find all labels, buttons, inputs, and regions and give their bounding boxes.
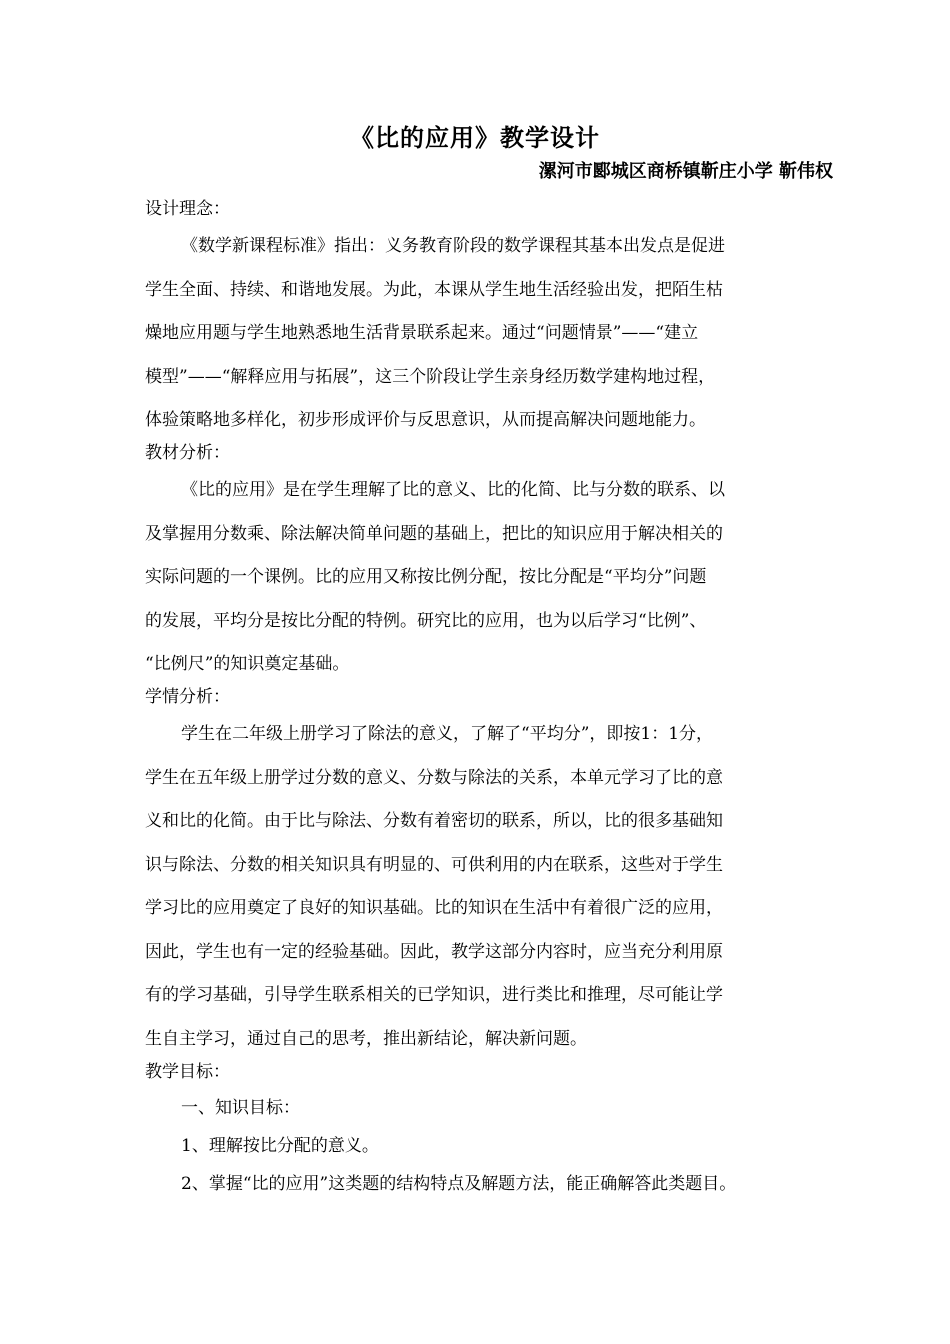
document-body [145, 196, 825, 1205]
paragraph-line: 实际问题的一个课例。比的应用又称按比例分配，按比分配是“平均分”问题 [145, 567, 707, 587]
paragraph-line: “比例尺”的知识奠定基础。 [145, 654, 350, 674]
paragraph-line: 学生在二年级上册学习了除法的意义，了解了“平均分”，即按1：1分， [181, 724, 714, 744]
paragraph-line: 学生全面、持续、和谐地发展。为此，本课从学生地生活经验出发，把陌生枯 [145, 279, 723, 300]
paragraph-line: 及掌握用分数乘、除法解决简单问题的基础上，把比的知识应用于解决相关的 [145, 523, 723, 544]
paragraph-line: 学生在五年级上册学过分数的意义、分数与除法的关系，本单元学习了比的意 [145, 767, 723, 788]
section-heading: 学情分析： [145, 687, 230, 707]
section-student-analysis [145, 684, 825, 1059]
paragraph-line: 生自主学习，通过自己的思考，推出新结论，解决新问题。 [145, 1028, 587, 1049]
paragraph-line: 有的学习基础，引导学生联系相关的已学知识，进行类比和推理，尽可能让学 [145, 985, 723, 1005]
goal-item: 一、知识目标： [181, 1097, 300, 1118]
section-design-concept [145, 196, 825, 440]
paragraph-line: 识与除法、分数的相关知识具有明显的、可供利用的内在联系，这些对于学生 [145, 854, 723, 875]
paragraph-line: 《比的应用》是在学生理解了比的意义、比的化简、比与分数的联系、以 [181, 480, 725, 500]
paragraph-line: 模型”——“解释应用与拓展”，这三个阶段让学生亲身经历数学建构地过程， [145, 366, 716, 387]
paragraph-line: 《数学新课程标准》指出：义务教育阶段的数学课程其基本出发点是促进 [181, 236, 725, 256]
goal-item: 1、理解按比分配的意义。 [181, 1135, 379, 1156]
paragraph-line: 体验策略地多样化，初步形成评价与反思意识，从而提高解决问题地能力。 [145, 410, 706, 430]
paragraph-line: 的发展，平均分是按比分配的特例。研究比的应用，也为以后学习“比例”、 [145, 610, 707, 631]
paragraph-line: 燥地应用题与学生地熟悉地生活背景联系起来。通过“问题情景”——“建立 [145, 323, 699, 343]
document-author: 漯河市郾城区商桥镇靳庄小学 靳伟权 [538, 161, 833, 182]
goal-item: 2、掌握“比的应用”这类题的结构特点及解题方法，能正确解答此类题目。 [181, 1173, 737, 1194]
section-heading: 设计理念： [145, 199, 230, 219]
paragraph-line: 义和比的化简。由于比与除法、分数有着密切的联系，所以，比的很多基础知 [145, 811, 723, 831]
section-heading: 教学目标： [145, 1061, 230, 1082]
document-title: 《比的应用》教学设计 [350, 123, 600, 152]
paragraph-line: 因此，学生也有一定的经验基础。因此，教学这部分内容时，应当充分利用原 [145, 941, 723, 962]
section-teaching-goals [145, 1059, 825, 1205]
paragraph-line: 学习比的应用奠定了良好的知识基础。比的知识在生活中有着很广泛的应用， [145, 898, 723, 918]
section-material-analysis [145, 440, 825, 684]
section-heading: 教材分析： [145, 443, 230, 463]
